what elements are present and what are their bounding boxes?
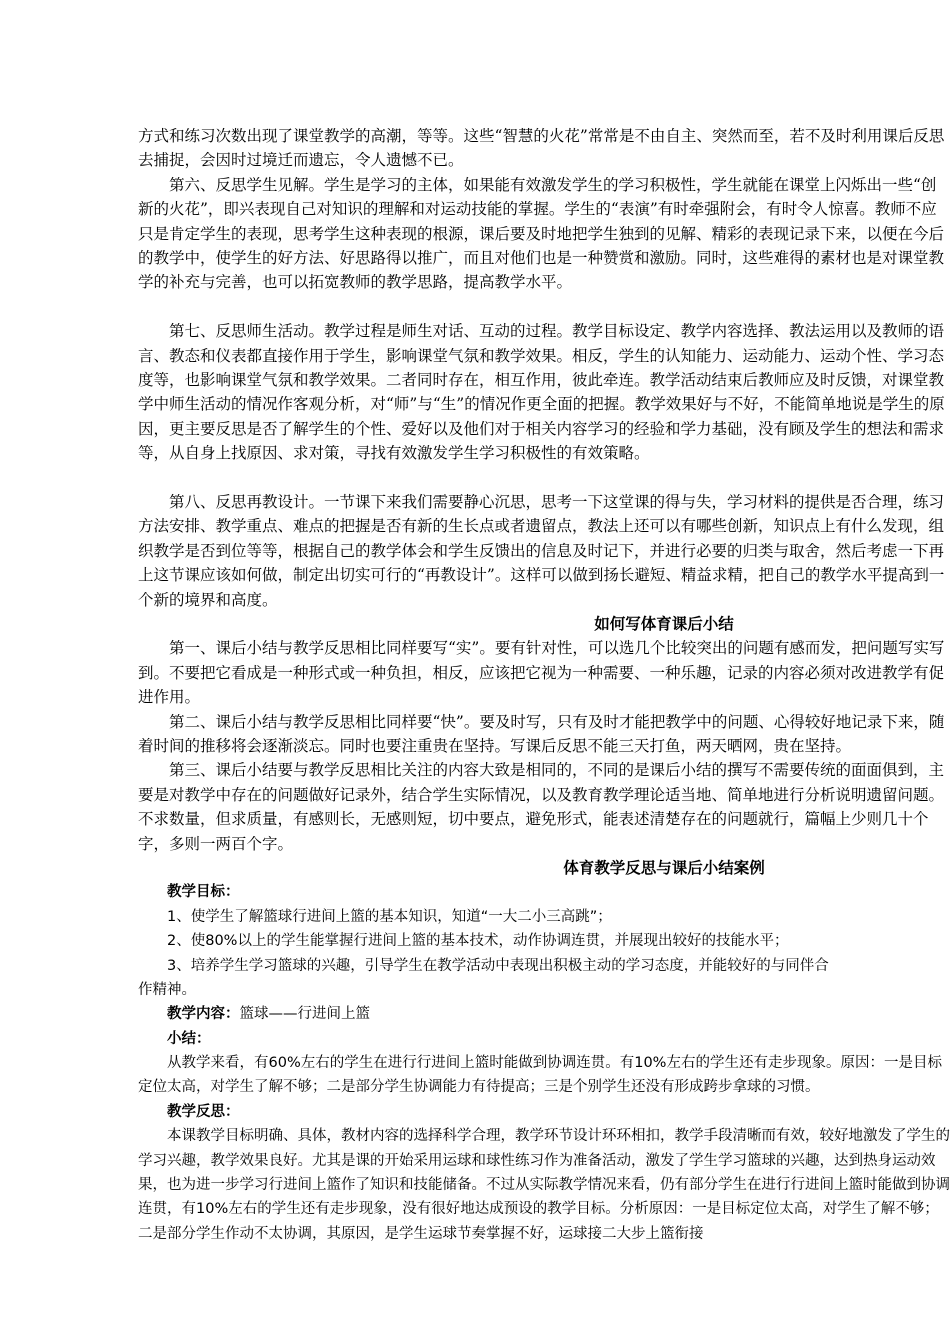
case-study-section: [138, 880, 950, 1246]
paragraph-redesign: 第八、反思再教设计。一节课下来我们需要静心沉思，思考一下这堂课的得与失，学习材料的提供是否合理，练习方法安排、教学重点、难点的把握是否有新的生长点或者遗留点，教法上还可以有哪些创新，知识点上有什么发现，组织教学是否到位等等，根据自己的教学体会和学生反馈出的信息及时记下，并进行必要的归类与取舍，然后考虑一下再上这节课应该如何做，制定出切实可行的“再教设计”。这样可以做到扬长避短、精益求精，把自己的教学水平提高到一个新的境界和高度。: [138, 492, 945, 609]
content-title: 教学内容：: [167, 1006, 240, 1023]
paragraph-inspiration: 方式和练习次数出现了课堂教学的高潮，等等。这些“智慧的火花”常常是不由自主、突然而至，若不及时利用课后反思去捕捉，会因时过境迁而遗忘，令人遗憾不已。: [138, 127, 945, 170]
goal-line-2-wrap: [138, 929, 950, 953]
summary-text: 从教学来看，有60%左右的学生在进行行进间上篮时能做到协调连贯。有10%左右的学生还有走步现象。原因：一是目标定位太高，对学生了解不够；二是部分学生协调能力有待提高；三是个别学生还没有形成跨步拿球的习惯。: [138, 1055, 942, 1096]
paragraph-summary-content: 第三、课后小结要与教学反思相比关注的内容大致是相同的，不同的是课后小结的撰写不需要传统的面面俱到，主要是对教学中存在的问题做好记录外，结合学生实际情况，以及教育教学理论适当地、简单地进行分析说明遗留问题。不求数量，但求质量，有感则长，无感则短，切中要点，避免形式，能表述清楚存在的问题就行，篇幅上少则几十个字，多则一两百个字。: [138, 761, 945, 853]
content-text: 篮球——行进间上篮: [239, 1006, 370, 1023]
paragraph-summary-fast: 第二、课后小结与教学反思相比同样要“快”。要及时写，只有及时才能把教学中的问题、心得较好地记录下来，随着时间的推移将会逐渐淡忘。同时也要注重贵在坚持。写课后反思不能三天打鱼，两天晒网，贵在坚持。: [138, 712, 945, 755]
reflect-text: 本课教学目标明确、具体，教材内容的选择科学合理，教学环节设计环环相扣，教学手段清晰而有效，较好地激发了学生的学习兴趣，教学效果良好。尤其是课的开始采用运球和球性练习作为准备活动，激发了学生学习篮球的兴趣，达到热身运动效果，也为进一步学习行进间上篮作了知识和技能储备。不过从实际教学情况来看，仍有部分学生在进行行进间上篮时能做到协调连贯，有10%左右的学生还有走步现象，没有很好地达成预设的教学目标。分析原因：一是目标定位太高，对学生了解不够；二是部分学生作动不太协调，其原因，是学生运球节奏掌握不好，运球接二大步上篮衔接: [138, 1128, 950, 1242]
goal-line-3b: 作精神。: [138, 981, 196, 998]
document-page: [138, 124, 950, 1246]
paragraph-student-views: 第六、反思学生见解。学生是学习的主体，如果能有效激发学生的学习积极性，学生就能在课堂上闪烁出一些“创新的火花”，即兴表现自己对知识的理解和对运动技能的掌握。学生的“表演”有时牵强附会，有时令人惊喜。教师不应只是肯定学生的表现，思考学生这种表现的根源，课后要及时地把学生独到的见解、精彩的表现记录下来，以便在今后的教学中，使学生的好方法、好思路得以推广，而且对他们也是一种赞赏和激励。同时，这些难得的素材也是对课堂教学的补充与完善，也可以拓宽教师的教学思路，提高教学水平。: [138, 175, 945, 292]
heading-case-study: 体育教学反思与课后小结案例: [563, 857, 765, 877]
goal-line-2: 2、使80%以上的学生能掌握行进间上篮的基本技术，动作协调连贯，并展现出较好的技能水平；: [167, 933, 789, 950]
paragraph-summary-real: 第一、课后小结与教学反思相比同样要写“实”。要有针对性，可以选几个比较突出的问题有感而发，把问题写实写到。不要把它看成是一种形式或一种负担，相反，应该把它视为一种需要、一种乐趣，记录的内容必须对改进教学有促进作用。: [138, 639, 945, 707]
goal-line-3-wrap: [138, 954, 950, 978]
reflect-title: 教学反思：: [167, 1103, 240, 1120]
content-line: [138, 1002, 950, 1026]
goal-line-1-wrap: [138, 905, 950, 929]
summary-title: 小结：: [167, 1030, 211, 1047]
heading-how-to-write-summary: 如何写体育课后小结: [594, 613, 734, 633]
goal-title: 教学目标：: [167, 884, 240, 901]
goal-line-3a: 3、培养学生学习篮球的兴趣，引导学生在教学活动中表现出积极主动的学习态度，并能较好的与同伴合: [167, 957, 829, 974]
goal-line-1: 1、使学生了解篮球行进间上篮的基本知识，知道“一大二小三高跳”；: [167, 908, 612, 925]
paragraph-teacher-student-activity: 第七、反思师生活动。教学过程是师生对话、互动的过程。教学目标设定、教学内容选择、教法运用以及教师的语言、教态和仪表都直接作用于学生，影响课堂气氛和教学效果。相反，学生的认知能力、运动能力、运动个性、学习态度等，也影响课堂气氛和教学效果。二者同时存在，相互作用，彼此牵连。教学活动结束后教师应及时反馈，对课堂教学中师生活动的情况作客观分析，对“师”与“生”的情况作更全面的把握。教学效果好与不好，不能简单地说是学生的原因，更主要反思是否了解学生的个性、爱好以及他们对于相关内容学习的经验和学力基础，没有顾及学生的想法和需求等，从自身上找原因、求对策，寻找有效激发学生学习积极性的有效策略。: [138, 322, 945, 463]
